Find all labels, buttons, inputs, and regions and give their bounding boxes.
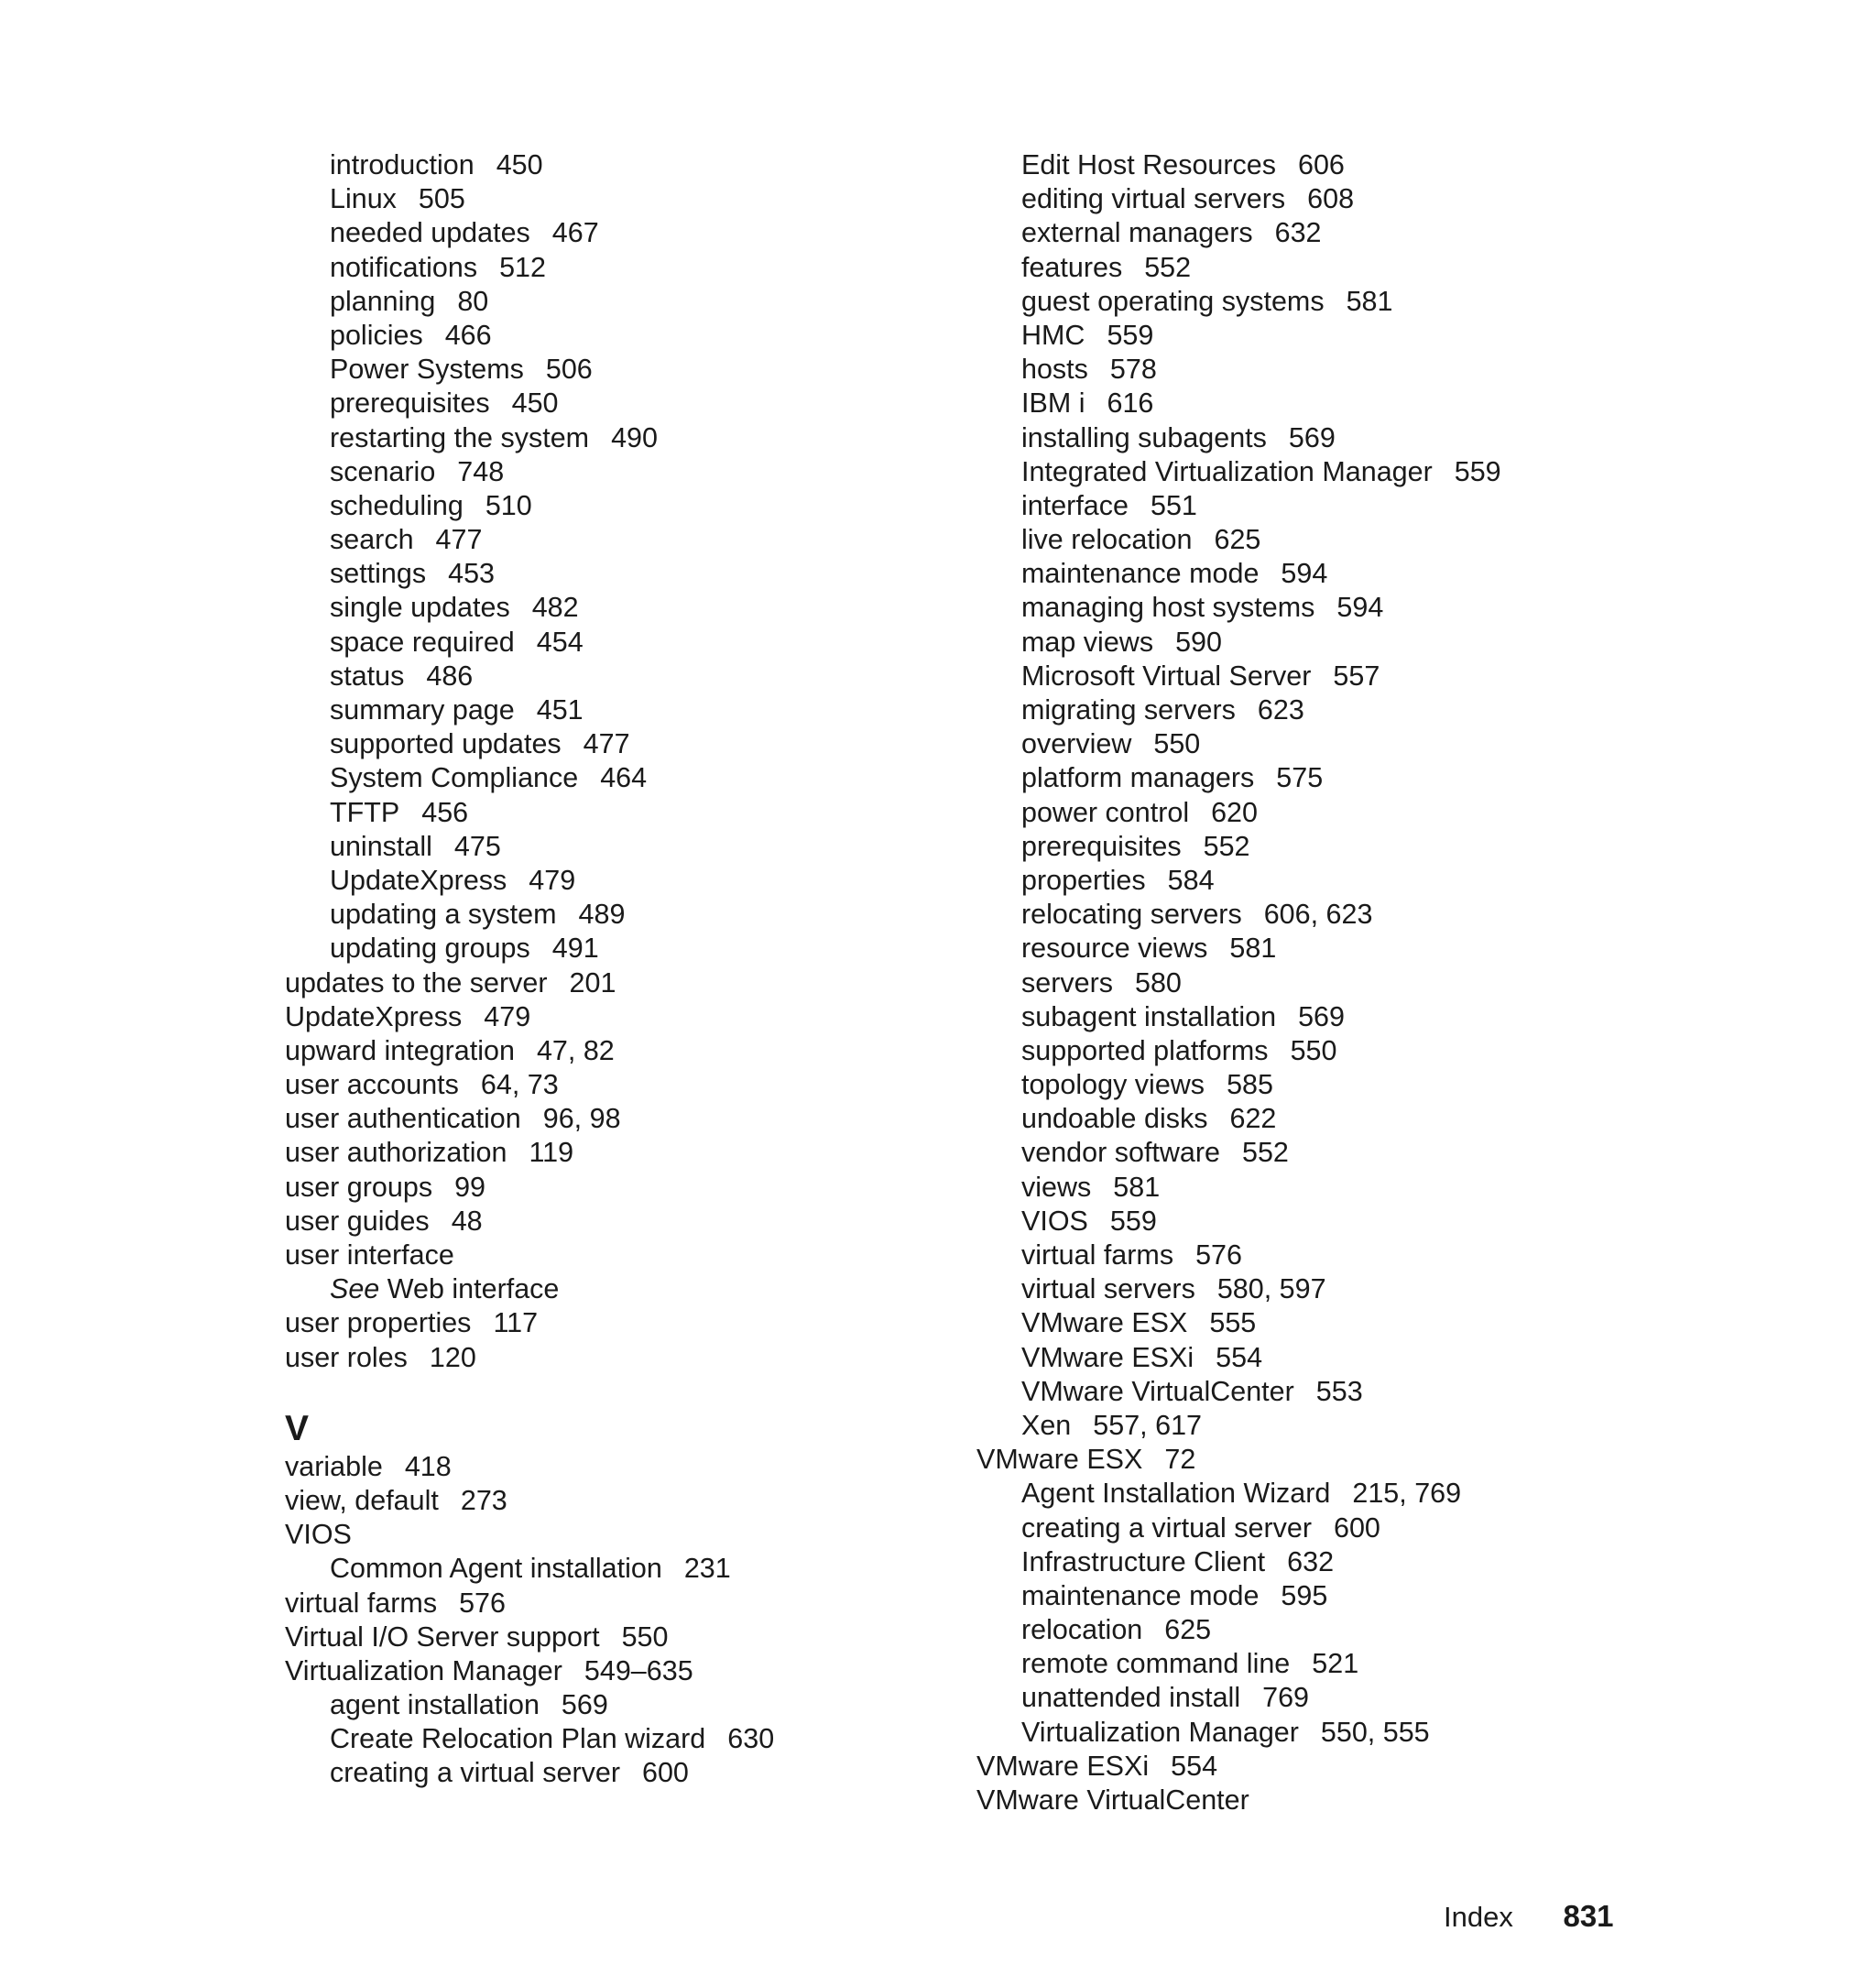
page-reference: 521 [1312, 1648, 1359, 1680]
index-entry [285, 1450, 774, 1484]
footer-label: Index [1444, 1901, 1513, 1933]
index-entry [285, 1068, 774, 1102]
page-reference: 580, 597 [1216, 1273, 1326, 1305]
page-reference: 482 [531, 592, 579, 624]
index-subentry [976, 1239, 1501, 1272]
page-reference: 584 [1167, 864, 1215, 896]
index-subentry [976, 1034, 1501, 1068]
index-term: TFTP [330, 796, 400, 828]
index-subentry [285, 251, 774, 285]
index-term: migrating servers [1021, 694, 1236, 726]
index-subentry [285, 761, 774, 795]
index-term: supported platforms [1021, 1034, 1269, 1066]
index-entry [285, 1484, 774, 1518]
page-reference: 551 [1150, 489, 1197, 521]
index-subentry [285, 898, 774, 932]
index-subentry [976, 1647, 1501, 1681]
page-reference: 590 [1175, 626, 1222, 658]
page-reference: 47, 82 [536, 1034, 615, 1066]
index-subentry [976, 830, 1501, 864]
index-subentry [976, 421, 1501, 455]
page-reference: 450 [511, 387, 559, 420]
index-subentry [976, 489, 1501, 523]
index-term: updates to the server [285, 966, 548, 998]
page-reference: 490 [611, 421, 658, 453]
page-reference: 454 [536, 626, 584, 658]
index-term: user interface [285, 1239, 454, 1271]
index-subentry [976, 285, 1501, 319]
page-reference: 569 [1298, 1000, 1345, 1032]
page-reference: 215, 769 [1352, 1478, 1462, 1510]
index-subentry [976, 1409, 1501, 1443]
page-reference: 553 [1315, 1375, 1363, 1407]
index-term: topology views [1021, 1069, 1205, 1101]
index-entry [285, 1518, 774, 1552]
index-subentry [976, 1341, 1501, 1375]
index-subentry [285, 489, 774, 523]
page-reference: 464 [600, 762, 648, 794]
page-reference: 600 [1334, 1511, 1380, 1544]
index-subentry [976, 319, 1501, 353]
index-term: agent installation [330, 1689, 540, 1721]
index-subentry [976, 455, 1501, 489]
index-subentry [285, 1552, 774, 1586]
index-subentry [976, 966, 1501, 1000]
page-reference: 491 [551, 933, 599, 965]
page-reference: 467 [551, 217, 599, 249]
page-reference: 569 [561, 1689, 608, 1721]
index-entry [285, 1171, 774, 1205]
index-term: upward integration [285, 1034, 515, 1066]
index-term: Web interface [387, 1273, 560, 1305]
page-reference: 606 [1298, 149, 1345, 180]
index-term: editing virtual servers [1021, 183, 1286, 215]
index-term: servers [1021, 966, 1113, 998]
index-term: remote command line [1021, 1648, 1291, 1680]
index-subentry [976, 626, 1501, 660]
index-term: power control [1021, 796, 1190, 828]
index-term: maintenance mode [1021, 558, 1260, 590]
index-subentry [285, 1756, 774, 1790]
index-entry [285, 1587, 774, 1620]
page-reference: 273 [460, 1484, 507, 1516]
page-reference: 557 [1333, 660, 1380, 692]
index-subentry [976, 1716, 1501, 1750]
index-term: unattended install [1021, 1682, 1241, 1714]
page-reference: 623 [1257, 694, 1304, 726]
index-term: user authorization [285, 1137, 507, 1169]
page-reference: 477 [583, 728, 630, 760]
page-reference: 606, 623 [1263, 899, 1373, 931]
page-reference: 512 [499, 251, 546, 283]
page-reference: 769 [1262, 1682, 1309, 1714]
page-reference: 506 [545, 354, 593, 386]
page-reference: 557, 617 [1093, 1409, 1203, 1441]
index-term: VIOS [1021, 1205, 1088, 1237]
page-reference: 456 [421, 796, 469, 828]
index-term: VMware ESXi [976, 1750, 1150, 1782]
index-subentry [976, 591, 1501, 625]
page-reference: 489 [578, 899, 626, 931]
index-term: Common Agent installation [330, 1553, 662, 1585]
index-term: Microsoft Virtual Server [1021, 660, 1312, 692]
index-term: updating groups [330, 933, 530, 965]
index-subentry [976, 932, 1501, 966]
page-reference: 552 [1144, 251, 1192, 283]
index-term: Create Relocation Plan wizard [330, 1723, 706, 1755]
index-subentry [285, 523, 774, 557]
page-reference: 580 [1135, 966, 1182, 998]
index-entry [285, 1620, 774, 1654]
page-reference: 625 [1164, 1614, 1212, 1646]
index-entry [285, 1205, 774, 1239]
index-term: Virtualization Manager [285, 1654, 562, 1686]
index-term: updating a system [330, 899, 557, 931]
index-subentry [976, 898, 1501, 932]
index-entry [285, 1239, 774, 1272]
index-subentry [285, 727, 774, 761]
index-subentry [285, 455, 774, 489]
index-term: status [330, 660, 405, 692]
index-subentry [976, 864, 1501, 898]
index-term: undoable disks [1021, 1103, 1208, 1135]
index-term: HMC [1021, 319, 1085, 351]
page-reference: 569 [1288, 421, 1336, 453]
page-reference: 479 [484, 1000, 531, 1032]
index-term: UpdateXpress [330, 864, 507, 896]
index-term: VMware ESX [976, 1444, 1143, 1476]
index-subentry [285, 182, 774, 216]
index-subentry [976, 1102, 1501, 1136]
index-term: features [1021, 251, 1123, 283]
page-reference: 418 [404, 1450, 452, 1482]
page-reference: 80 [457, 285, 489, 317]
page-reference: 550 [621, 1620, 669, 1653]
index-subentry [976, 557, 1501, 591]
page-reference: 554 [1171, 1750, 1218, 1782]
index-subentry [285, 864, 774, 898]
index-subentry [285, 557, 774, 591]
page-reference: 559 [1454, 455, 1501, 487]
index-subentry [976, 1000, 1501, 1034]
index-term: VMware ESX [1021, 1307, 1188, 1339]
index-term: Virtual I/O Server support [285, 1620, 600, 1653]
index-entry [285, 1136, 774, 1170]
index-column-right [976, 148, 1501, 1817]
index-entry [285, 966, 774, 1000]
index-entry [285, 1654, 774, 1688]
index-term: guest operating systems [1021, 285, 1325, 317]
index-term: user authentication [285, 1103, 521, 1135]
page-reference: 748 [457, 455, 505, 487]
index-term: installing subagents [1021, 421, 1267, 453]
page-reference: 550 [1290, 1034, 1337, 1066]
index-subentry [976, 182, 1501, 216]
page-reference: 231 [683, 1553, 731, 1585]
index-term: relocating servers [1021, 899, 1242, 931]
page-reference: 595 [1281, 1579, 1328, 1611]
page-reference: 119 [529, 1137, 574, 1169]
index-term: properties [1021, 864, 1146, 896]
index-term: Virtualization Manager [1021, 1716, 1299, 1748]
page-reference: 632 [1274, 217, 1322, 249]
index-subentry [285, 387, 774, 420]
index-term: vendor software [1021, 1137, 1220, 1169]
index-term: Xen [1021, 1409, 1072, 1441]
index-term: views [1021, 1171, 1092, 1203]
index-subentry [285, 830, 774, 864]
page-reference: 616 [1107, 387, 1154, 420]
index-term: restarting the system [330, 421, 590, 453]
index-term: notifications [330, 251, 478, 283]
index-term: scenario [330, 455, 436, 487]
page-reference: 559 [1107, 319, 1154, 351]
page-reference: 120 [429, 1341, 476, 1373]
page-reference: 552 [1203, 830, 1250, 862]
index-subentry [976, 387, 1501, 420]
page-reference: 466 [444, 319, 492, 351]
index-subentry [976, 1171, 1501, 1205]
index-term: live relocation [1021, 524, 1193, 556]
index-subentry [976, 251, 1501, 285]
index-term: user accounts [285, 1069, 459, 1101]
page-reference: 632 [1287, 1545, 1335, 1577]
page-reference: 450 [496, 149, 543, 180]
index-term: relocation [1021, 1614, 1143, 1646]
index-term: Linux [330, 183, 397, 215]
index-term: Edit Host Resources [1021, 149, 1276, 180]
index-term: summary page [330, 694, 515, 726]
page-reference: 630 [727, 1723, 775, 1755]
section-letter: V [285, 1408, 310, 1448]
page-reference: 576 [459, 1587, 506, 1619]
index-subentry [976, 1375, 1501, 1409]
index-entry [285, 1000, 774, 1034]
page-reference: 552 [1242, 1137, 1289, 1169]
page-reference: 451 [536, 694, 584, 726]
index-subentry [976, 148, 1501, 182]
index-term: supported updates [330, 728, 562, 760]
page-reference: 578 [1109, 354, 1157, 386]
index-term: planning [330, 285, 436, 317]
index-term: maintenance mode [1021, 1579, 1260, 1611]
index-subentry [976, 1477, 1501, 1511]
index-term: single updates [330, 592, 510, 624]
index-term: user roles [285, 1341, 408, 1373]
page-reference: 625 [1214, 524, 1261, 556]
index-subentry [976, 216, 1501, 250]
index-term: user properties [285, 1307, 472, 1339]
index-entry [976, 1750, 1501, 1784]
page-reference: 620 [1211, 796, 1258, 828]
page-reference: 555 [1209, 1307, 1257, 1339]
index-term: map views [1021, 626, 1154, 658]
index-subentry [285, 319, 774, 353]
index-subentry [285, 693, 774, 727]
page-reference: 559 [1109, 1205, 1157, 1237]
index-term: hosts [1021, 354, 1088, 386]
page-reference: 486 [426, 660, 474, 692]
index-entry [285, 1102, 774, 1136]
index-term: needed updates [330, 217, 530, 249]
index-subentry [285, 1722, 774, 1756]
index-subentry [976, 1136, 1501, 1170]
page-reference: 64, 73 [480, 1069, 559, 1101]
page-reference: 622 [1229, 1103, 1277, 1135]
index-term: managing host systems [1021, 592, 1315, 624]
index-term: virtual servers [1021, 1273, 1195, 1305]
index-term: resource views [1021, 933, 1208, 965]
index-subentry [285, 660, 774, 693]
index-subentry [976, 660, 1501, 693]
index-subentry [285, 285, 774, 319]
page-reference: 554 [1216, 1341, 1263, 1373]
page-reference: 575 [1276, 762, 1324, 794]
page-reference: 585 [1227, 1069, 1273, 1101]
index-subentry [976, 1205, 1501, 1239]
index-term: IBM i [1021, 387, 1085, 420]
index-term: variable [285, 1450, 383, 1482]
index-term: Integrated Virtualization Manager [1021, 455, 1433, 487]
page-reference: 510 [485, 489, 532, 521]
index-term: search [330, 524, 414, 556]
page-reference: 600 [642, 1757, 689, 1789]
index-term: overview [1021, 728, 1132, 760]
index-subentry [976, 523, 1501, 557]
index-subentry [285, 353, 774, 387]
index-subentry [976, 693, 1501, 727]
index-term: user groups [285, 1171, 433, 1203]
index-subentry [285, 591, 774, 625]
index-term: interface [1021, 489, 1129, 521]
index-term: VMware VirtualCenter [1021, 1375, 1294, 1407]
index-entry [285, 1034, 774, 1068]
page-reference: 608 [1307, 183, 1355, 215]
index-subentry [285, 148, 774, 182]
index-term: uninstall [330, 830, 432, 862]
footer-page-number: 831 [1563, 1899, 1614, 1933]
index-subentry [285, 216, 774, 250]
index-term: creating a virtual server [330, 1757, 620, 1789]
index-subentry [976, 1579, 1501, 1613]
index-term: creating a virtual server [1021, 1511, 1312, 1544]
page-reference: 550 [1153, 728, 1201, 760]
index-entry [285, 1341, 774, 1375]
index-term: space required [330, 626, 515, 658]
index-term: introduction [330, 149, 474, 180]
index-term: subagent installation [1021, 1000, 1277, 1032]
index-term: settings [330, 558, 427, 590]
index-subentry [976, 1272, 1501, 1306]
index-term: UpdateXpress [285, 1000, 463, 1032]
page-reference: 581 [1229, 933, 1277, 965]
index-subentry [976, 1613, 1501, 1647]
page-reference: 581 [1346, 285, 1393, 317]
page-reference: 550, 555 [1320, 1716, 1430, 1748]
index-subentry [976, 796, 1501, 830]
index-subentry [285, 626, 774, 660]
index-entry [285, 1306, 774, 1340]
index-term: external managers [1021, 217, 1253, 249]
index-term: platform managers [1021, 762, 1255, 794]
index-subentry [976, 353, 1501, 387]
index-term: VMware VirtualCenter [976, 1784, 1249, 1816]
index-subentry [285, 421, 774, 455]
index-subentry [285, 1272, 774, 1306]
index-term: virtual farms [1021, 1239, 1174, 1271]
page-reference: 48 [451, 1205, 483, 1237]
index-subentry [285, 932, 774, 966]
index-term: Power Systems [330, 354, 524, 386]
page-reference: 576 [1195, 1239, 1242, 1271]
index-subentry [976, 1545, 1501, 1579]
index-subentry [976, 1681, 1501, 1715]
index-term: user guides [285, 1205, 430, 1237]
index-subentry [976, 1511, 1501, 1545]
page-reference: 479 [529, 864, 576, 896]
index-subentry [285, 1688, 774, 1722]
index-term: policies [330, 319, 423, 351]
index-term: prerequisites [330, 387, 490, 420]
index-term: prerequisites [1021, 830, 1182, 862]
page-reference: 99 [454, 1171, 486, 1203]
index-term: System Compliance [330, 762, 579, 794]
page-reference: 581 [1113, 1171, 1161, 1203]
index-subentry [285, 796, 774, 830]
index-column-left [285, 148, 774, 1791]
page-reference: 117 [493, 1307, 539, 1339]
index-subentry [976, 761, 1501, 795]
index-term: Agent Installation Wizard [1021, 1478, 1331, 1510]
page-reference: 453 [448, 558, 496, 590]
page-reference: 594 [1336, 592, 1384, 624]
see-reference-label: See [330, 1273, 380, 1305]
index-entry [976, 1443, 1501, 1477]
page-reference: 475 [453, 830, 501, 862]
index-term: VIOS [285, 1519, 352, 1551]
page-reference: 594 [1281, 558, 1328, 590]
page-reference: 505 [418, 183, 465, 215]
index-term: view, default [285, 1484, 439, 1516]
page-reference: 549–635 [584, 1654, 693, 1686]
index-term: VMware ESXi [1021, 1341, 1194, 1373]
index-subentry [976, 1068, 1501, 1102]
page-reference: 477 [435, 524, 483, 556]
page-reference: 96, 98 [542, 1103, 621, 1135]
page-footer [1444, 1899, 1614, 1934]
page-reference: 72 [1164, 1444, 1196, 1476]
index-subentry [976, 1306, 1501, 1340]
index-term: scheduling [330, 489, 464, 521]
page-reference: 201 [569, 966, 616, 998]
index-term: Infrastructure Client [1021, 1545, 1266, 1577]
index-term: virtual farms [285, 1587, 438, 1619]
index-entry [976, 1784, 1501, 1817]
index-subentry [976, 727, 1501, 761]
